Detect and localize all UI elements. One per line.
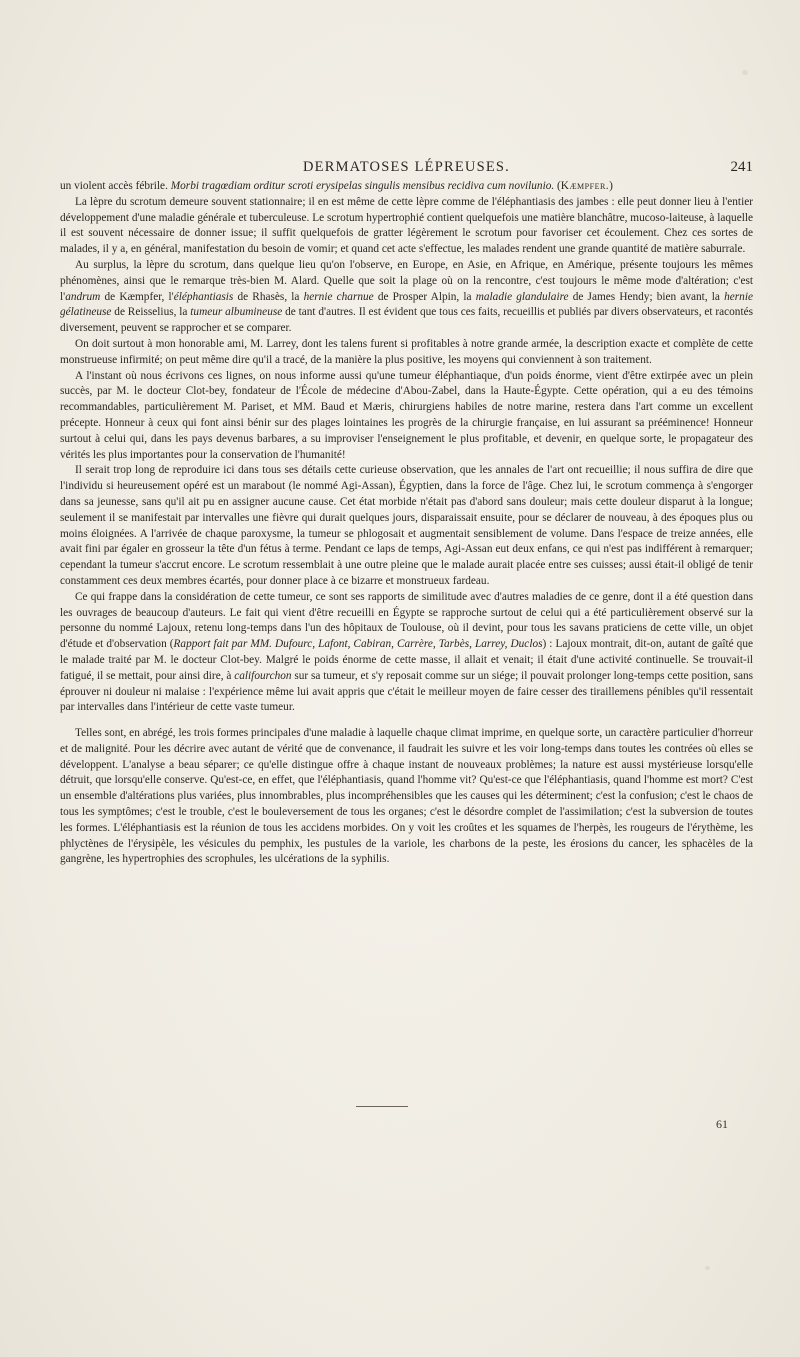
body-text (60, 179, 753, 868)
text-run: de James Hendy; bien avant, la (568, 290, 725, 303)
paragraph (60, 179, 753, 195)
text-run: de Reisselius, la (111, 306, 191, 319)
page-number: 241 (730, 159, 753, 175)
italic-text: tumeur albumineuse (190, 306, 283, 319)
text-run: ) : Lajoux montrait, dit-on, autant de gaîté que le malade traité par M. le docteur Clot-bey. Malgré le poids énorme de cette masse, il allait et venait; il était d'une activité continuelle. Se trouvait-il fatigué, il se mettait, pour ainsi dire, à (60, 638, 753, 682)
signature-mark: 61 (716, 1117, 728, 1131)
italic-text: maladie glandulaire (475, 290, 569, 303)
text-run: Ce qui frappe dans la considération de cette tumeur, ce sont ses rapports de similitude avec d'autres maladies de ce genre, dont il a été question dans les ouvrages de beaucoup d'auteurs. Le fait qui vient d'être recueilli en Égypte se rapproche surtout de celui qui a été particulièrement observé sur la personne du nommé Lajoux, retenu long-temps dans l'un des hôpitaux de Toulouse, où il devint, pour tous les savans praticiens de cette ville, un objet d'étude et d'observation ( (60, 590, 753, 651)
paragraph (60, 195, 753, 258)
italic-text: hernie charnue (303, 290, 374, 303)
paragraph (60, 590, 753, 716)
paragraph (60, 258, 753, 337)
paragraph (60, 369, 753, 464)
italic-text: hernie gélatineuse (60, 290, 753, 319)
foxing-spot (742, 70, 748, 75)
text-run: Il serait trop long de reproduire ici dans tous ses détails cette curieuse observation, que les annales de l'art ont recueillie; il nous suffira de dire que l'individu si heureusement opéré est un marabout (le nommé Agi-Assan), Égyptien, dans la force de l'âge. Chez lui, le scrotum commença à s'engorger dans sa jeunesse, sans qu'il ait pu en assigner aucune cause. Cet état morbide n'était pas d'abord sans douleur; mais cette douleur disparut à la longue; seulement il se manifestait par intervalles une fièvre qui durait quelques jours, disparaissait ensuite, pour se déclarer de nouveau, à des époques plus ou moins éloignées. A l'arrivée de chaque paroxysme, la tumeur se phlogosait et augmentait sensiblement de volume. Dans l'espace de treize années, elle avait fini par égaler en grosseur la tête d'un fétus à terme. Pendant ce laps de temps, Agi-Assan eut deux enfans, ce qui n'est pas indifférent à remarquer; cependant la tumeur s'accrut encore. Le scrotum ressemblait à une outre pleine que le malade aurait placée entre ses cuisses; aussi était-il obligé de tenir constamment ces deux membres écartés, pour donner place à ce bizarre et monstrueux fardeau. (60, 464, 753, 587)
text-run: On doit surtout à mon honorable ami, M. Larrey, dont les talens furent si profitables à notre grande armée, la description exacte et complète de cette monstrueuse infirmité; on peut même dire qu'il a tracé, de la manière la plus positive, les moyens qui conviennent à son traitement. (60, 337, 753, 366)
text-run: de Kæmpfer, l' (100, 290, 174, 303)
running-head: DERMATOSES LÉPREUSES. (302, 159, 511, 175)
foxing-spot (705, 1266, 710, 1270)
text-run: de tant d'autres. Il est évident que tous ces faits, recueillis et publiés par divers observateurs, et racontés diversement, peuvent se rapprocher et se comparer. (60, 306, 753, 335)
text-run: Au surplus, la lèpre du scrotum, dans quelque lieu qu'on l'observe, en Europe, en Asie, en Afrique, en Amérique, présente toujours les mêmes phénomènes, ainsi que le remarque très-bien M. Alard. Quelle que soit la plage où on la rencontre, c'est toujours le même mode d'altération; c'est l' (60, 258, 753, 303)
paragraph (60, 726, 753, 868)
text-run: Telles sont, en abrégé, les trois formes principales d'une maladie à laquelle chaque climat imprime, en quelque sorte, un caractère particulier d'horreur et de malignité. Pour les décrire avec autant de vérité que de convenance, il faudrait les suivre et les voir long-temps dans toutes les contrées où elles se développent. L'analyse a beau séparer; ce qu'elle distingue offre à chaque instant de nouveaux problèmes; la nature est aussi mystérieuse lorsqu'elle détruit, que lorsqu'elle conserve. Qu'est-ce, en effet, que l'éléphantiasis, quand l'homme vit? Qu'est-ce que l'éléphantiasis, quand l'homme est mort? C'est un ensemble d'altérations plus variées, plus innombrables, plus incompréhensibles que les causes qui les déterminent; c'est la confusion; c'est le chaos de tous les symptômes; c'est le trouble, c'est le bouleversement de tous les organes; c'est le désordre complet de l'assimilation; c'est la subversion de toutes les formes. L'éléphantiasis est la réunion de tous les accidens morbides. On y voit les croûtes et les squames de l'herpès, les rougeurs de l'érythème, les phlyctènes de l'érysipèle, les vésicules du pemphix, les pustules de la variole, les charbons de la peste, les érosions du cancer, les sphacèles de la gangrène, les hypertrophies des scrophules, les ulcérations de la syphilis. (60, 727, 753, 866)
text-run: sur sa tumeur, et s'y reposait comme sur un siége; il pouvait prolonger long-temps cette position, sans éprouver ni douleur ni malaise : l'expérience même lui avait appris que c'était le meilleur moyen de faire cesser des tiraillemens pénibles qu'il ressentait par intervalles dans l'intérieur de cette vaste tumeur. (60, 669, 754, 714)
text-run: un violent accès fébrile. (60, 180, 171, 192)
paragraph (60, 337, 753, 369)
section-rule (356, 1106, 408, 1107)
italic-text: califourchon (234, 669, 292, 682)
italic-text: andrum (65, 290, 101, 303)
text-run: de Rhasès, la (233, 290, 304, 303)
small-caps-text: Kæmpfer. (560, 180, 610, 192)
italic-text: Rapport fait par MM. Dufourc, Lafont, Cabiran, Carrère, Tarbès, Larrey, Duclos (173, 638, 543, 651)
paragraph (60, 463, 753, 589)
text-run: de Prosper Alpin, la (373, 290, 476, 303)
text-run: A l'instant où nous écrivons ces lignes, on nous informe aussi qu'une tumeur éléphantiaque, d'un poids énorme, vient d'être extirpée avec un plein succès, par M. le docteur Clot-bey, fondateur de l'École de médecine d'Abou-Zabel, dans la Haute-Égypte. Cette opération, qui a eu des témoins recommandables, particulièrement M. Pariset, et MM. Baud et Mæris, chirurgiens habiles de notre marine, restera dans l'art comme un excellent précepte. Honneur à ceux qui font ainsi bénir sur des plages lointaines les progrès de la chirurgie française, en lui assurant sa prééminence! Honneur surtout à celui qui, dans les pays devenus barbares, a su improviser l'enseignement le plus profitable, et devenir, en quelque sorte, le propagateur des vérités les plus importantes pour la conservation de l'humanité! (60, 369, 753, 461)
text-run: La lèpre du scrotum demeure souvent stationnaire; il en est même de cette lèpre comme de l'éléphantiasis des jambes : elle peut donner lieu à l'entier développement d'une maladie générale et tuberculeuse. Le scrotum hypertrophié contient quelquefois une matière blanchâtre, mucoso-laiteuse, à laquelle il est souvent nécessaire de donner issue; il suffit quelquefois de gratter légèrement le scrotum pour favoriser cet écoulement. Chez ces sortes de malades, il y a, en général, manifestation du besoin de vomir; et quand cet acte s'effectue, les malades rendent une grande quantité de matière saburrale. (60, 195, 753, 256)
text-run: ( (554, 180, 561, 192)
page-header (60, 159, 753, 181)
text-run: ) (609, 180, 613, 192)
italic-text: éléphantiasis (173, 290, 234, 303)
italic-text: Morbi tragœdiam orditur scroti erysipelas singulis mensibus recidiva cum novilunio. (170, 180, 555, 192)
